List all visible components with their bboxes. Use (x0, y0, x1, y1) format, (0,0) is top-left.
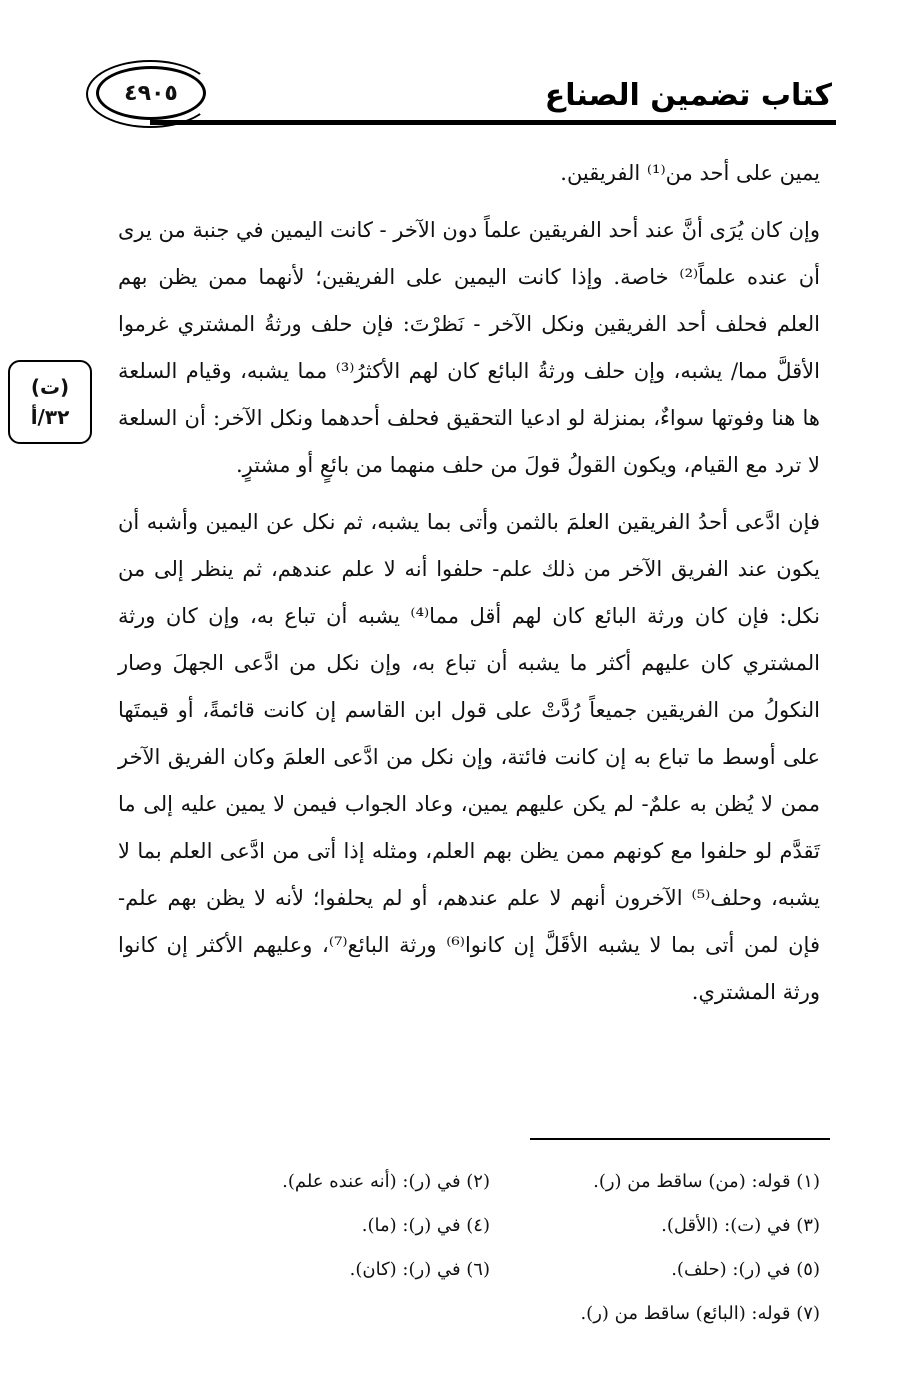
page-number: ٤٩٠٥ (96, 66, 206, 120)
manuscript-siglum: (ت) (30, 375, 70, 399)
footnote-separator (530, 1138, 830, 1140)
paragraph: يمين على أحد من⁽¹⁾ الفريقين. (560, 161, 820, 185)
book-title: كتاب تضمين الصناع (544, 78, 832, 113)
main-text (118, 150, 820, 1026)
paragraph: فإن ادَّعى أحدُ الفريقين العلمَ بالثمن وأتى بما يشبه، ثم نكل عن اليمين وأشبه أن يكون عند الفريق الآخر من ذلك علم- حلفوا أنه لا علم عندهم، ثم ينظر إلى من نكل: فإن كان ورثة البائع كان لهم أقل مما⁽⁴⁾ يشبه أن تباع به، وإن كان ورثة المشتري كان عليهم أكثر ما يشبه أن تباع به، وإن نكل من ادَّعى الجهلَ وصار النكولُ من الفريقين جميعاً رُدَّتْ على قول ابن القاسم إن كانت قائمةً، أو قيمتَها على أوسط ما تباع به إن كانت فائتة، وإن نكل من ادَّعى العلمَ وكان الفريق الآخر ممن لا يُظن به علمٌ- لم يكن عليهم يمين، وعاد الجواب فيمن لا يمين عليه إلى ما تَقدَّم لو حلفوا مع كونهم ممن يظن بهم العلم، ومثله إذا أتى من ادَّعى العلم بما لا يشبه، وحلف⁽⁵⁾ الآخرون أنهم لا علم عندهم، أو لم يحلفوا؛ لأنه لا يظن بهم علم- فإن لمن أتى بما لا يشبه الأقَلَّ إن كانوا⁽⁶⁾ ورثة البائع⁽⁷⁾، وعليهم الأكثر إن كانوا ورثة المشتري. (118, 510, 820, 1004)
footnote: (٧) قوله: (البائع) ساقط من (ر). (580, 1303, 820, 1324)
footnotes (200, 1160, 820, 1336)
footnote: (٦) في (ر): (كان). (349, 1259, 490, 1280)
footnote: (٥) في (ر): (حلف). (671, 1259, 820, 1280)
footnote: (٣) في (ت): (الأقل). (661, 1215, 820, 1236)
footnote: (١) قوله: (من) ساقط من (ر). (593, 1171, 820, 1192)
paragraph: وإن كان يُرَى أنَّ عند أحد الفريقين علماً دون الآخر - كانت اليمين في جنبة من يرى أن عنده علماً⁽²⁾ خاصة. وإذا كانت اليمين على الفريقين؛ لأنهما ممن يظن بهم العلم فحلف أحد الفريقين ونكل الآخر - نَظرْتَ: فإن حلف ورثةُ المشتري غرموا الأقلَّ مما/ يشبه، وإن حلف ورثةُ البائع كان لهم الأكثرُ⁽³⁾ مما يشبه، وقيام السلعة ها هنا وفوتها سواءٌ، بمنزلة لو ادعيا التحقيق فحلف أحدهما ونكل الآخر: أن السلعة لا ترد مع القيام، ويكون القولُ قولَ من حلف منهما من بائعٍ أو مشترٍ. (118, 218, 820, 477)
footnote: (٢) في (ر): (أنه عنده علم). (282, 1171, 490, 1192)
manuscript-folio: ٣٢/أ (30, 405, 70, 429)
manuscript-reference-box (8, 360, 92, 444)
header-rule (150, 120, 836, 125)
footnote: (٤) في (ر): (ما). (361, 1215, 490, 1236)
